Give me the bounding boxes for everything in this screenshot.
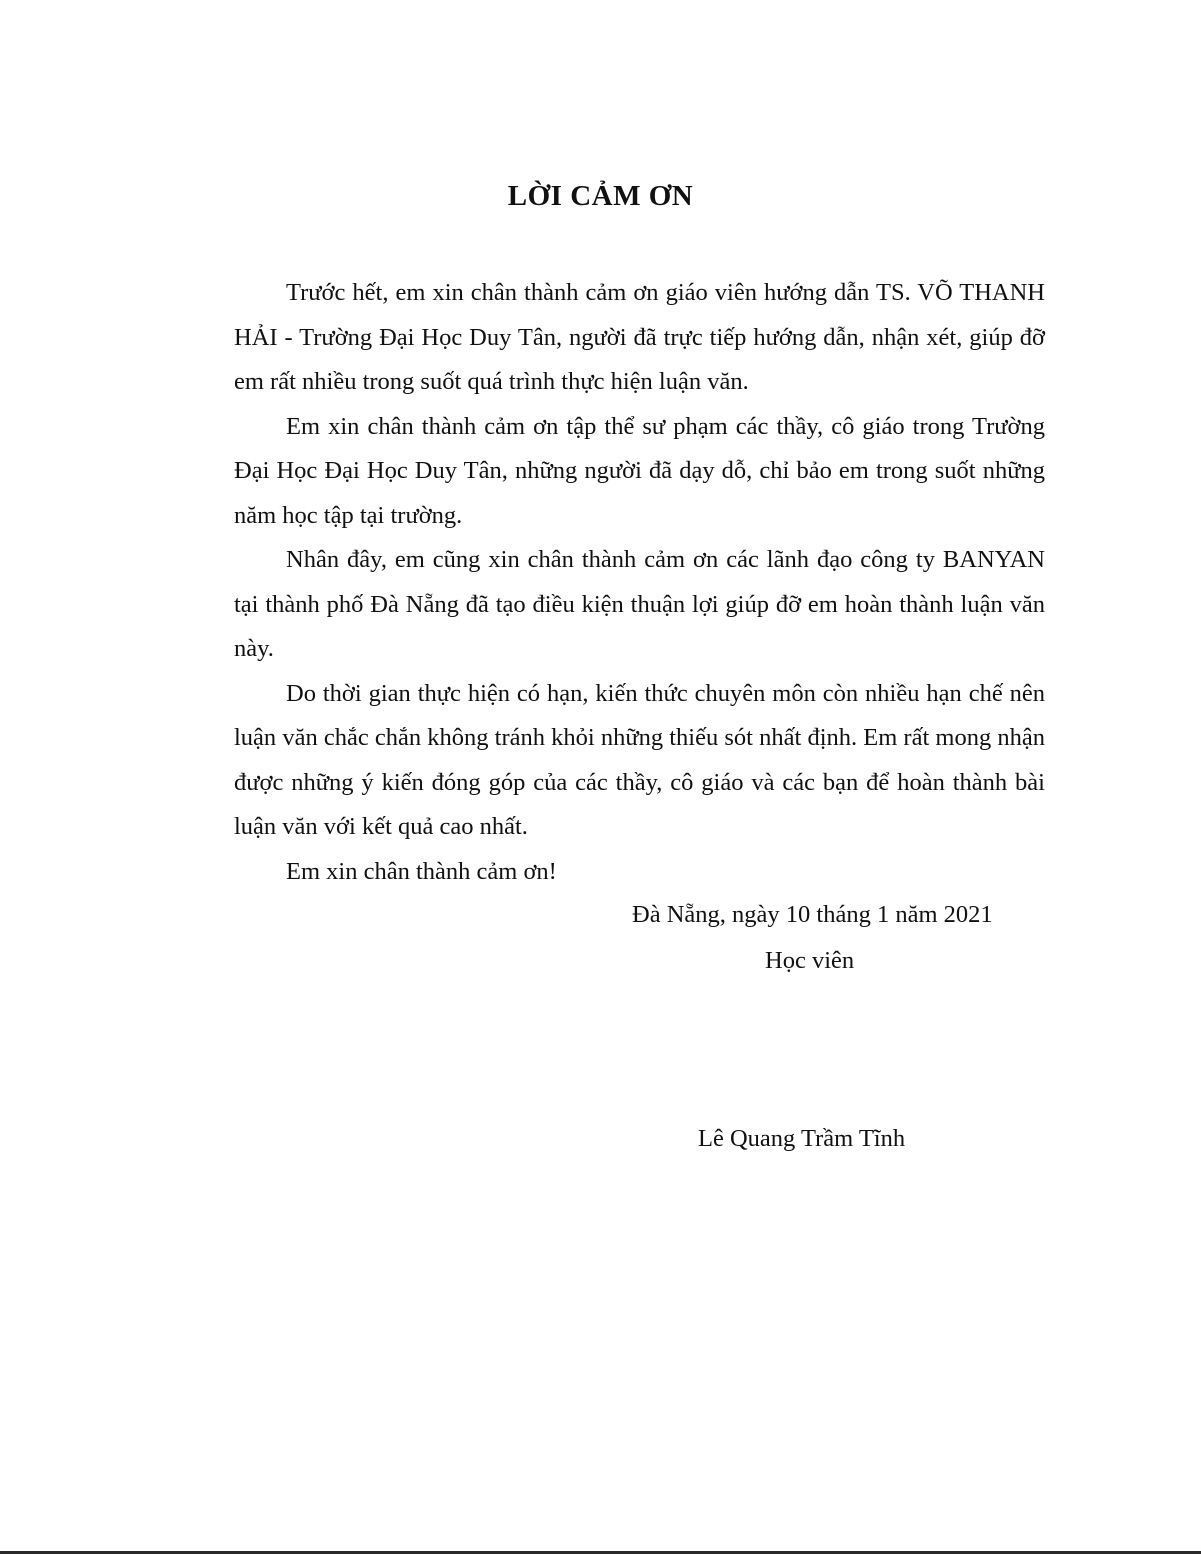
paragraph-3: Nhân đây, em cũng xin chân thành cảm ơn các lãnh đạo công ty BANYAN tại thành phố Đà Nẵng đã tạo điều kiện thuận lợi giúp đỡ em hoàn thành luận văn này. bbox=[234, 546, 1045, 662]
signer-name: Lê Quang Trầm Tĩnh bbox=[698, 1125, 906, 1152]
paragraph-5: Em xin chân thành cảm ơn! bbox=[286, 857, 557, 885]
paragraph-4: Do thời gian thực hiện có hạn, kiến thức chuyên môn còn nhiều hạn chế nên luận văn chắc chắn không tránh khỏi những thiếu sót nhất định. Em rất mong nhận được những ý kiến đóng góp của các thầy, cô giáo và các bạn để hoàn thành bài luận văn với kết quả cao nhất. bbox=[234, 679, 1045, 840]
paragraph-2: Em xin chân thành cảm ơn tập thể sư phạm các thầy, cô giáo trong Trường Đại Học Đại Học Duy Tân, những người đã dạy dỗ, chỉ bảo em trong suốt những năm học tập tại trường. bbox=[234, 412, 1045, 529]
page-title: LỜI CẢM ƠN bbox=[507, 180, 694, 212]
signer-role: Học viên bbox=[765, 947, 855, 974]
place-date: Đà Nẵng, ngày 10 tháng 1 năm 2021 bbox=[632, 901, 993, 928]
paragraph-1: Trước hết, em xin chân thành cảm ơn giáo viên hướng dẫn TS. VÕ THANH HẢI - Trường Đại Học Duy Tân, người đã trực tiếp hướng dẫn, nhận xét, giúp đỡ em rất nhiều trong suốt quá trình thực hiện luận văn. bbox=[234, 279, 1045, 395]
acknowledgement-body bbox=[234, 271, 1045, 894]
